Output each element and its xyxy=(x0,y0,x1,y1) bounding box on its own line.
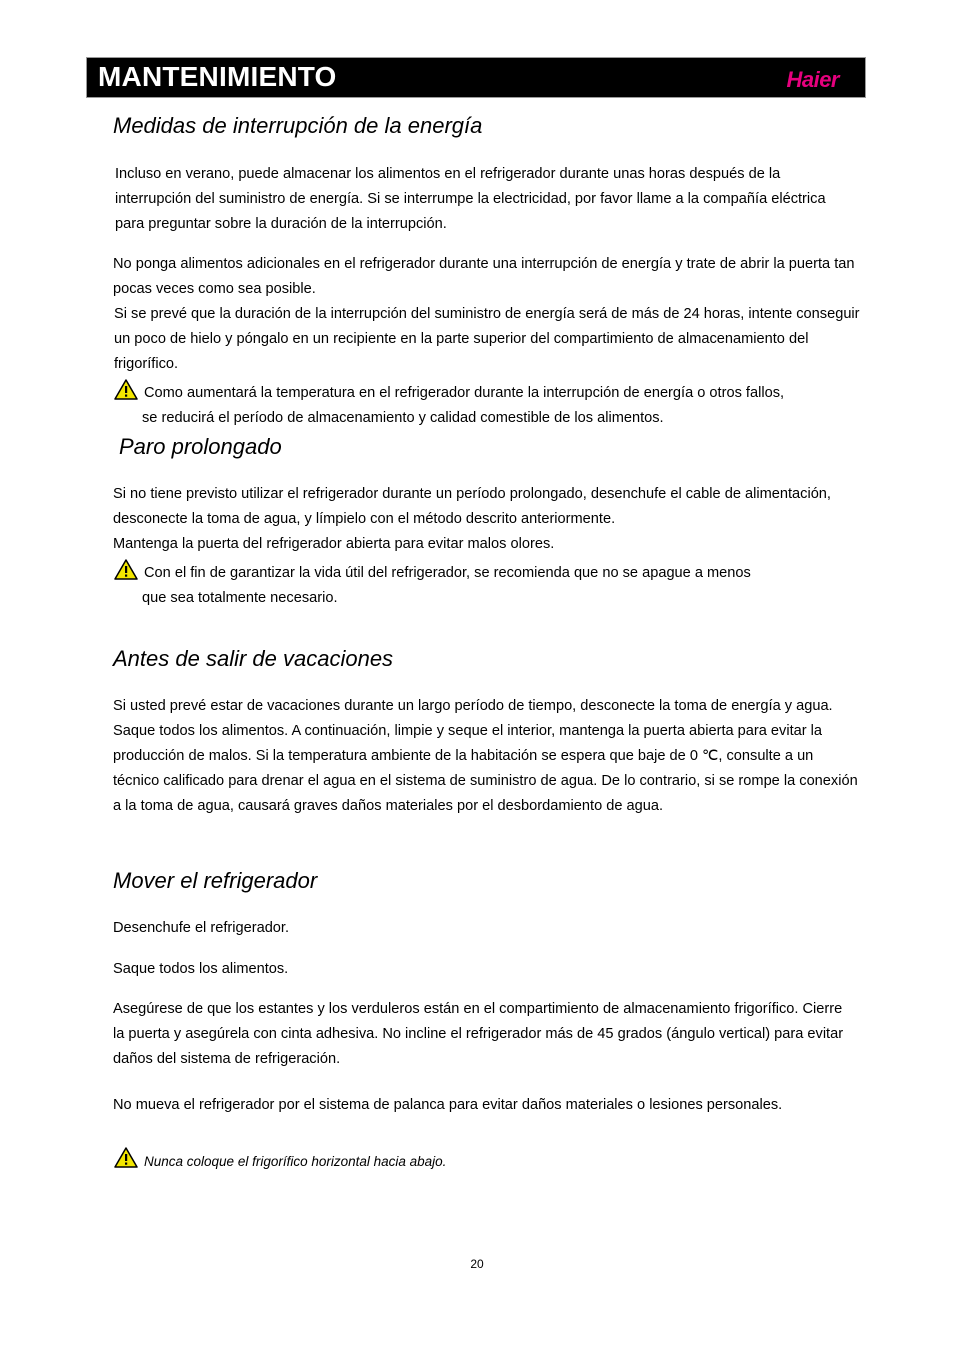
paragraph: Saque todos los alimentos. xyxy=(113,961,289,977)
paragraph: Asegúrese de que los estantes y los verduleros están en el compartimiento de almacenamiento frigorífico. Cierre la puerta y asegúrela con cinta adhesiva. No incline el refrigerador más de 45 grados (ángulo vertical) para evitar daños del sistema de refrigeración. xyxy=(113,1001,844,1067)
section-heading-vacation: Antes de salir de vacaciones xyxy=(113,646,394,671)
page-header xyxy=(86,57,866,98)
paragraph: No mueva el refrigerador por el sistema de palanca para evitar daños materiales o lesiones personales. xyxy=(113,1097,783,1113)
warning-note xyxy=(114,561,874,611)
warning-text-line1: Como aumentará la temperatura en el refrigerador durante la interrupción de energía o otros fallos, xyxy=(144,385,785,401)
paragraph: Si usted prevé estar de vacaciones durante un largo período de tiempo, desconecte la toma de energía y agua. Saque todos los alimentos. A continuación, limpie y seque el interior, mantenga la puerta abierta para evitar la producción de malos. Si la temperatura ambiente de la habitación se espera que baje de 0 ℃, consulte a un técnico calificado para drenar el agua en el sistema de suministro de agua. De lo contrario, si se rompe la conexión a la toma de agua, causará graves daños materiales por el desbordamiento de agua. xyxy=(113,698,858,814)
paragraph: Mantenga la puerta del refrigerador abierta para evitar malos olores. xyxy=(113,536,555,552)
section-heading-extended-shutdown: Paro prolongado xyxy=(119,434,282,459)
warning-note xyxy=(114,1149,814,1174)
warning-triangle-icon xyxy=(114,379,138,400)
warning-text-line2: que sea totalmente necesario. xyxy=(142,590,338,606)
warning-text-line1: Nunca coloque el frigorífico horizontal hacia abajo. xyxy=(144,1154,447,1169)
warning-triangle-icon xyxy=(114,1147,138,1168)
warning-text-line1: Con el fin de garantizar la vida útil del refrigerador, se recomienda que no se apague a menos xyxy=(144,565,751,581)
paragraph: Desenchufe el refrigerador. xyxy=(113,920,290,936)
section-heading-moving: Mover el refrigerador xyxy=(113,868,318,893)
warning-triangle-icon xyxy=(114,559,138,580)
section-heading-power-outage: Medidas de interrupción de la energía xyxy=(113,113,483,138)
paragraph: Incluso en verano, puede almacenar los alimentos en el refrigerador durante unas horas después de la interrupción del suministro de energía. Si se interrumpe la electricidad, por favor llame a la compañía eléctrica para preguntar sobre la duración de la interrupción. xyxy=(115,166,826,232)
paragraph: Si se prevé que la duración de la interrupción del suministro de energía será de más de 24 horas, intente conseguir un poco de hielo y póngalo en un recipiente en la parte superior del compartimiento de almacenamiento del frigorífico. xyxy=(114,306,860,372)
paragraph: No ponga alimentos adicionales en el refrigerador durante una interrupción de energía y trate de abrir la puerta tan pocas veces como sea posible. xyxy=(113,256,855,297)
haier-logo: Haier xyxy=(786,67,839,92)
warning-text-line2: se reducirá el período de almacenamiento y calidad comestible de los alimentos. xyxy=(142,410,664,426)
paragraph: Si no tiene previsto utilizar el refrigerador durante un período prolongado, desenchufe el cable de alimentación, desconecte la toma de agua, y límpielo con el método descrito anteriormente. xyxy=(113,486,831,527)
page-number: 20 xyxy=(470,1257,484,1271)
page-title: MANTENIMIENTO xyxy=(98,61,337,92)
warning-note xyxy=(114,381,874,431)
